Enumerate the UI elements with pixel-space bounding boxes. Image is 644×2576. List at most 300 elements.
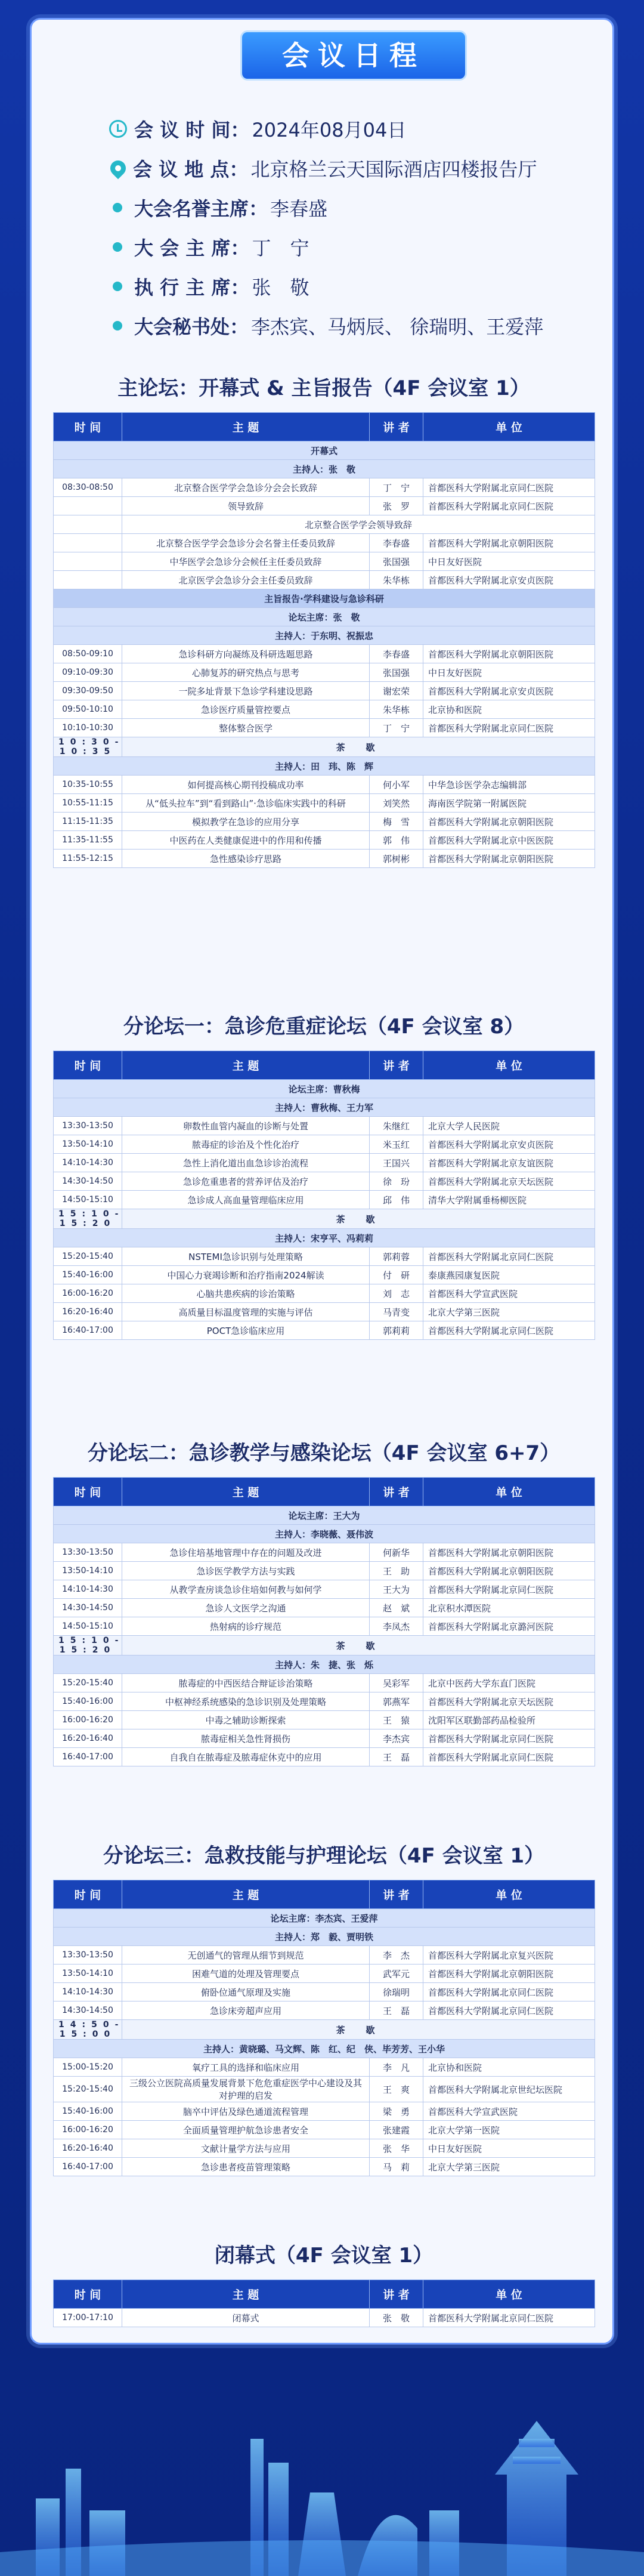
table-row [54, 1748, 595, 1766]
topic-cell: 全面质量管理护航急诊患者安全 [122, 2121, 370, 2139]
info-value: 张 敬 [252, 276, 309, 299]
unit-cell: 北京协和医院 [423, 700, 595, 719]
speaker-cell: 王 助 [370, 1562, 423, 1580]
table-band-cell: 论坛主席：曹秋梅 [54, 1080, 595, 1098]
unit-cell: 首都医科大学附属北京同仁医院 [423, 1580, 595, 1599]
column-header: 主 题 [122, 2280, 370, 2309]
dot-icon [113, 282, 122, 291]
table-row [54, 1117, 595, 1135]
section-title: 分论坛二：急诊教学与感染论坛（4F 会议室 6+7） [87, 1441, 561, 1465]
time-cell: 09:10-09:30 [54, 663, 122, 682]
info-row [109, 149, 634, 188]
table-row [54, 1191, 595, 1209]
info-label: 执 行 主 席： [134, 276, 250, 299]
column-header: 时 间 [54, 1478, 122, 1506]
unit-cell: 首都医科大学宣武医院 [423, 1284, 595, 1303]
info-row [109, 227, 634, 267]
table-row [54, 1674, 595, 1692]
table-band-cell: 主持人：朱 捷、张 烁 [54, 1655, 595, 1674]
break-cell: 茶 歇 [122, 1636, 595, 1655]
table-row [54, 794, 595, 813]
unit-cell: 中日友好医院 [423, 552, 595, 571]
page-title: 会议日程 [240, 30, 467, 81]
time-cell: 10:30-10:35 [54, 737, 122, 757]
time-cell [54, 497, 122, 515]
table-row [54, 534, 595, 552]
speaker-cell: 郭燕军 [370, 1692, 423, 1711]
topic-cell: 北京医学会急诊分会主任委员致辞 [122, 571, 370, 589]
time-cell: 15:40-16:00 [54, 1266, 122, 1284]
topic-cell: 中国心力衰竭诊断和治疗指南2024解读 [122, 1266, 370, 1284]
table-row [54, 2002, 595, 2020]
speaker-cell: 张国强 [370, 552, 423, 571]
time-cell: 13:30-13:50 [54, 1117, 122, 1135]
time-cell: 16:20-16:40 [54, 1729, 122, 1748]
table-band-cell: 主持人：黄晓璐、马文辉、陈 红、纪 侠、毕芳芳、王小华 [54, 2040, 595, 2058]
time-cell: 14:30-14:50 [54, 1599, 122, 1617]
table-row [54, 700, 595, 719]
location-pin-icon [107, 157, 129, 180]
time-cell: 15:10-15:20 [54, 1209, 122, 1229]
speaker-cell: 李春盛 [370, 534, 423, 552]
topic-cell: 闭幕式 [122, 2309, 370, 2327]
time-cell: 10:55-11:15 [54, 794, 122, 813]
time-cell: 14:50-15:00 [54, 2020, 122, 2040]
topic-cell: 整体整合医学 [122, 719, 370, 737]
table-row [54, 1543, 595, 1562]
unit-cell: 首都医科大学附属北京同仁医院 [423, 1729, 595, 1748]
unit-cell: 首都医科大学附属北京同仁医院 [423, 719, 595, 737]
topic-cell: 脓毒症的诊治及个性化治疗 [122, 1135, 370, 1154]
speaker-cell: 张 罗 [370, 497, 423, 515]
time-cell: 13:50-14:10 [54, 1135, 122, 1154]
unit-cell: 首都医科大学附属北京朝阳医院 [423, 645, 595, 663]
speaker-cell: 何新华 [370, 1543, 423, 1562]
table-row [54, 1080, 595, 1098]
time-cell: 15:00-15:20 [54, 2058, 122, 2077]
time-cell: 14:30-14:50 [54, 2002, 122, 2020]
topic-cell: 脓毒症的中西医结合辩证诊治策略 [122, 1674, 370, 1692]
table-row [54, 2102, 595, 2121]
time-cell: 16:40-17:00 [54, 1748, 122, 1766]
topic-cell: 领导致辞 [122, 497, 370, 515]
time-cell: 14:50-15:10 [54, 1617, 122, 1636]
table-band-cell: 主持人：李晓薇、聂伟波 [54, 1525, 595, 1543]
speaker-cell: 马青变 [370, 1303, 423, 1321]
time-cell: 16:20-16:40 [54, 2139, 122, 2158]
speaker-cell: 李春盛 [370, 645, 423, 663]
topic-cell: 中医药在人类健康促进中的作用和传播 [122, 831, 370, 850]
topic-cell: 急性上消化道出血急诊诊治流程 [122, 1154, 370, 1172]
speaker-cell: 李杰宾 [370, 1729, 423, 1748]
speaker-cell: 王大为 [370, 1580, 423, 1599]
speaker-cell: 朱继红 [370, 1117, 423, 1135]
table-row [54, 460, 595, 478]
time-cell: 14:10-14:30 [54, 1580, 122, 1599]
unit-cell: 首都医科大学附属北京潞河医院 [423, 1617, 595, 1636]
column-header: 单 位 [423, 1880, 595, 1909]
table-row [54, 1321, 595, 1340]
info-label: 大会秘书处： [134, 316, 249, 338]
speaker-cell: 何小军 [370, 776, 423, 794]
table-row [54, 663, 595, 682]
topic-cell: 一院多址背景下急诊学科建设思路 [122, 682, 370, 700]
column-header: 讲 者 [370, 1051, 423, 1080]
schedule-table [53, 1880, 595, 2176]
city-skyline-illustration [0, 2349, 644, 2576]
table-row [54, 1135, 595, 1154]
table-band-cell: 论坛主席：王大为 [54, 1506, 595, 1525]
time-cell: 16:00-16:20 [54, 1284, 122, 1303]
break-cell: 茶 歇 [122, 1209, 595, 1229]
schedule-table [53, 412, 595, 868]
table-band-cell: 论坛主席：李杰宾、王爱萍 [54, 1909, 595, 1928]
table-row [54, 1909, 595, 1928]
meeting-info [109, 109, 634, 345]
table-row [54, 1562, 595, 1580]
time-cell: 17:00-17:10 [54, 2309, 122, 2327]
topic-cell: 高质量目标温度管理的实施与评估 [122, 1303, 370, 1321]
time-cell: 15:10-15:20 [54, 1636, 122, 1655]
section-title: 闭幕式（4F 会议室 1） [214, 2244, 434, 2268]
topic-cell: POCT急诊临床应用 [122, 1321, 370, 1340]
break-cell: 茶 歇 [122, 737, 595, 757]
speaker-cell: 郭莉莉 [370, 1321, 423, 1340]
table-band-cell: 论坛主席：张 敬 [54, 608, 595, 626]
unit-cell: 首都医科大学附属北京同仁医院 [423, 1983, 595, 2002]
column-header: 单 位 [423, 1051, 595, 1080]
speaker-cell: 李 凡 [370, 2058, 423, 2077]
table-row [54, 1154, 595, 1172]
topic-cell: 文献计量学方法与应用 [122, 2139, 370, 2158]
topic-cell: 心脑共患疾病的诊治策略 [122, 1284, 370, 1303]
column-header: 讲 者 [370, 2280, 423, 2309]
column-header: 主 题 [122, 1880, 370, 1909]
unit-cell: 首都医科大学附属北京安贞医院 [423, 682, 595, 700]
unit-cell: 首都医科大学附属北京朝阳医院 [423, 1543, 595, 1562]
topic-cell: 北京整合医学学会急诊分会会长致辞 [122, 478, 370, 497]
topic-cell: 从教学查房谈急诊住培如何教与如何学 [122, 1580, 370, 1599]
column-header: 主 题 [122, 1051, 370, 1080]
speaker-cell: 丁 宁 [370, 478, 423, 497]
unit-cell: 泰康燕园康复医院 [423, 1266, 595, 1284]
speaker-cell: 吴彩军 [370, 1674, 423, 1692]
topic-cell: 北京整合医学学会领导致辞 [122, 515, 595, 534]
unit-cell: 首都医科大学附属北京朝阳医院 [423, 534, 595, 552]
unit-cell: 首都医科大学附属北京同仁医院 [423, 1321, 595, 1340]
column-header: 讲 者 [370, 1478, 423, 1506]
table-band-cell: 主持人：郑 毅、贾明铁 [54, 1928, 595, 1946]
topic-cell: 热射病的诊疗规范 [122, 1617, 370, 1636]
unit-cell: 北京中医药大学东直门医院 [423, 1674, 595, 1692]
speaker-cell: 刘 志 [370, 1284, 423, 1303]
unit-cell: 首都医科大学附属北京朝阳医院 [423, 1965, 595, 1983]
speaker-cell: 郭 伟 [370, 831, 423, 850]
topic-cell: 自我自在脓毒症及脓毒症休克中的应用 [122, 1748, 370, 1766]
unit-cell: 中华急诊医学杂志编辑部 [423, 776, 595, 794]
table-row [54, 1247, 595, 1266]
table-row [54, 2139, 595, 2158]
time-cell: 16:40-17:00 [54, 2158, 122, 2176]
column-header: 讲 者 [370, 413, 423, 441]
speaker-cell: 刘笑然 [370, 794, 423, 813]
time-cell: 15:20-15:40 [54, 2077, 122, 2102]
speaker-cell: 朱华栋 [370, 571, 423, 589]
topic-cell: 脓毒症相关急性肾损伤 [122, 1729, 370, 1748]
speaker-cell: 邱 伟 [370, 1191, 423, 1209]
column-header: 时 间 [54, 2280, 122, 2309]
table-row [54, 1266, 595, 1284]
table-row [54, 497, 595, 515]
unit-cell: 北京大学第三医院 [423, 1303, 595, 1321]
table-row [54, 719, 595, 737]
table-row [54, 1729, 595, 1748]
speaker-cell: 丁 宁 [370, 719, 423, 737]
dot-icon [113, 242, 122, 252]
time-cell: 10:10-10:30 [54, 719, 122, 737]
table-row [54, 1965, 595, 1983]
time-cell: 08:50-09:10 [54, 645, 122, 663]
table-row [54, 1655, 595, 1674]
speaker-cell: 马 莉 [370, 2158, 423, 2176]
speaker-cell: 徐瑞明 [370, 1983, 423, 2002]
speaker-cell: 王 磊 [370, 2002, 423, 2020]
topic-cell: 中毒之辅助诊断探索 [122, 1711, 370, 1729]
speaker-cell: 米玉红 [370, 1135, 423, 1154]
table-row [54, 2058, 595, 2077]
info-value: 李春盛 [270, 197, 328, 220]
topic-cell: 急性感染诊疗思路 [122, 850, 370, 868]
table-row [54, 1636, 595, 1655]
time-cell: 16:20-16:40 [54, 1303, 122, 1321]
speaker-cell: 徐 玢 [370, 1172, 423, 1191]
table-row [54, 1580, 595, 1599]
table-row [54, 645, 595, 663]
speaker-cell: 张 敬 [370, 2309, 423, 2327]
time-cell: 13:50-14:10 [54, 1562, 122, 1580]
unit-cell: 海南医学院第一附属医院 [423, 794, 595, 813]
table-row [54, 2158, 595, 2176]
info-label: 大会名誉主席： [134, 197, 268, 220]
column-header: 单 位 [423, 413, 595, 441]
unit-cell: 首都医科大学附属北京同仁医院 [423, 478, 595, 497]
speaker-cell: 王 爽 [370, 2077, 423, 2102]
unit-cell: 首都医科大学附属北京友谊医院 [423, 1154, 595, 1172]
speaker-cell: 赵 斌 [370, 1599, 423, 1617]
table-row [54, 737, 595, 757]
unit-cell: 首都医科大学附属北京复兴医院 [423, 1946, 595, 1965]
table-row [54, 1303, 595, 1321]
schedule-table [53, 1051, 595, 1340]
unit-cell: 首都医科大学附属北京天坛医院 [423, 1172, 595, 1191]
table-band-cell: 开幕式 [54, 441, 595, 460]
unit-cell: 首都医科大学附属北京世纪坛医院 [423, 2077, 595, 2102]
table-row [54, 1617, 595, 1636]
unit-cell: 首都医科大学附属北京同仁医院 [423, 497, 595, 515]
time-cell: 11:15-11:35 [54, 813, 122, 831]
speaker-cell: 梁 勇 [370, 2102, 423, 2121]
table-row [54, 1229, 595, 1247]
schedule-card [30, 18, 614, 2345]
time-cell: 13:30-13:50 [54, 1543, 122, 1562]
info-value: 北京格兰云天国际酒店四楼报告厅 [250, 158, 537, 181]
info-label: 大 会 主 席： [134, 237, 250, 260]
info-value: 2024年08月04日 [252, 119, 407, 141]
schedule-table [53, 2280, 595, 2327]
unit-cell: 北京大学人民医院 [423, 1117, 595, 1135]
table-row [54, 608, 595, 626]
table-band-cell: 主持人：张 敬 [54, 460, 595, 478]
break-cell: 茶 歇 [122, 2020, 595, 2040]
topic-cell: 脑卒中评估及绿色通道流程管理 [122, 2102, 370, 2121]
unit-cell: 首都医科大学附属北京同仁医院 [423, 1247, 595, 1266]
table-row [54, 1098, 595, 1117]
topic-cell: 俯卧位通气原理及实施 [122, 1983, 370, 2002]
info-value: 李杰宾、马炳辰、 徐瑞明、王爱萍 [251, 316, 544, 338]
section-title: 分论坛一：急诊危重症论坛（4F 会议室 8） [123, 1015, 525, 1039]
topic-cell: 急诊医学教学方法与实践 [122, 1562, 370, 1580]
time-cell: 09:50-10:10 [54, 700, 122, 719]
unit-cell: 首都医科大学附属北京安贞医院 [423, 571, 595, 589]
table-band-cell: 主持人：宋亨平、冯莉莉 [54, 1229, 595, 1247]
table-row [54, 441, 595, 460]
table-band-cell: 主持人：曹秋梅、王力军 [54, 1098, 595, 1117]
time-cell: 13:30-13:50 [54, 1946, 122, 1965]
unit-cell: 北京协和医院 [423, 2058, 595, 2077]
time-cell [54, 571, 122, 589]
topic-cell: 中枢神经系统感染的急诊识别及处理策略 [122, 1692, 370, 1711]
table-row [54, 1284, 595, 1303]
info-row [109, 267, 634, 306]
table-row [54, 682, 595, 700]
speaker-cell: 王 磊 [370, 1748, 423, 1766]
time-cell: 15:40-16:00 [54, 2102, 122, 2121]
unit-cell: 沈阳军区联勤部药品检验所 [423, 1711, 595, 1729]
topic-cell: 急诊人文医学之沟通 [122, 1599, 370, 1617]
topic-cell: 无创通气的管理从细节到规范 [122, 1946, 370, 1965]
schedule-table [53, 1477, 595, 1766]
time-cell: 16:40-17:00 [54, 1321, 122, 1340]
time-cell: 09:30-09:50 [54, 682, 122, 700]
topic-cell: 氧疗工具的选择和临床应用 [122, 2058, 370, 2077]
table-row [54, 1928, 595, 1946]
table-row [54, 2077, 595, 2102]
topic-cell: 急诊住培基地管理中存在的问题及改进 [122, 1543, 370, 1562]
column-header: 时 间 [54, 1880, 122, 1909]
table-row [54, 1692, 595, 1711]
table-row [54, 2020, 595, 2040]
unit-cell: 首都医科大学附属北京安贞医院 [423, 1135, 595, 1154]
info-row [109, 188, 634, 227]
table-row [54, 1983, 595, 2002]
topic-cell: 北京整合医学学会急诊分会名誉主任委员致辞 [122, 534, 370, 552]
column-header: 讲 者 [370, 1880, 423, 1909]
speaker-cell: 朱华栋 [370, 700, 423, 719]
info-row [109, 109, 634, 149]
dot-icon [113, 321, 122, 331]
time-cell: 14:10-14:30 [54, 1154, 122, 1172]
time-cell: 16:00-16:20 [54, 2121, 122, 2139]
topic-cell: 如何提高核心期刊投稿成功率 [122, 776, 370, 794]
time-cell [54, 534, 122, 552]
column-header: 单 位 [423, 1478, 595, 1506]
unit-cell: 首都医科大学附属北京同仁医院 [423, 2309, 595, 2327]
table-row [54, 478, 595, 497]
speaker-cell: 郭树彬 [370, 850, 423, 868]
table-row [54, 552, 595, 571]
time-cell: 13:50-14:10 [54, 1965, 122, 1983]
unit-cell: 首都医科大学附属北京中医医院 [423, 831, 595, 850]
topic-cell: 卵数性血管内凝血的诊断与处置 [122, 1117, 370, 1135]
table-row [54, 850, 595, 868]
section-title: 分论坛三：急救技能与护理论坛（4F 会议室 1） [103, 1844, 545, 1868]
table-row [54, 2040, 595, 2058]
unit-cell: 中日友好医院 [423, 663, 595, 682]
time-cell: 15:20-15:40 [54, 1247, 122, 1266]
table-row [54, 1209, 595, 1229]
table-row [54, 1946, 595, 1965]
time-cell: 15:40-16:00 [54, 1692, 122, 1711]
table-row [54, 515, 595, 534]
time-cell: 11:55-12:15 [54, 850, 122, 868]
info-label: 会 议 地 点： [133, 158, 249, 181]
table-row [54, 1525, 595, 1543]
speaker-cell: 王国兴 [370, 1154, 423, 1172]
table-band-cell: 主旨报告·学科建设与急诊科研 [54, 589, 595, 608]
speaker-cell: 张国强 [370, 663, 423, 682]
column-header: 主 题 [122, 1478, 370, 1506]
speaker-cell: 李凤杰 [370, 1617, 423, 1636]
table-row [54, 757, 595, 776]
section-title: 主论坛：开幕式 & 主旨报告（4F 会议室 1） [117, 376, 530, 400]
dot-icon [113, 203, 122, 212]
speaker-cell: 郭莉蓉 [370, 1247, 423, 1266]
speaker-cell: 王 猿 [370, 1711, 423, 1729]
time-cell: 14:30-14:50 [54, 1172, 122, 1191]
column-header: 主 题 [122, 413, 370, 441]
speaker-cell: 张建霞 [370, 2121, 423, 2139]
table-row [54, 1711, 595, 1729]
unit-cell: 清华大学附属垂杨柳医院 [423, 1191, 595, 1209]
speaker-cell: 付 研 [370, 1266, 423, 1284]
table-row [54, 776, 595, 794]
table-row [54, 1506, 595, 1525]
unit-cell: 北京大学第三医院 [423, 2158, 595, 2176]
table-row [54, 2121, 595, 2139]
topic-cell: NSTEMI急诊识别与处理策略 [122, 1247, 370, 1266]
table-row [54, 589, 595, 608]
unit-cell: 首都医科大学附属北京同仁医院 [423, 2002, 595, 2020]
column-header: 时 间 [54, 1051, 122, 1080]
column-header: 时 间 [54, 413, 122, 441]
unit-cell: 首都医科大学附属北京朝阳医院 [423, 850, 595, 868]
table-row [54, 1172, 595, 1191]
unit-cell: 中日友好医院 [423, 2139, 595, 2158]
table-row [54, 2309, 595, 2327]
table-band-cell: 主持人：于东明、祝振忠 [54, 626, 595, 645]
time-cell [54, 552, 122, 571]
table-row [54, 571, 595, 589]
topic-cell: 心肺复苏的研究热点与思考 [122, 663, 370, 682]
time-cell: 11:35-11:55 [54, 831, 122, 850]
unit-cell: 首都医科大学附属北京朝阳医院 [423, 813, 595, 831]
topic-cell: 从“低头拉车”到“看到路山”·急诊临床实践中的科研 [122, 794, 370, 813]
topic-cell: 急诊医疗质量管控要点 [122, 700, 370, 719]
unit-cell: 北京大学第一医院 [423, 2121, 595, 2139]
unit-cell: 首都医科大学宣武医院 [423, 2102, 595, 2121]
speaker-cell: 李 杰 [370, 1946, 423, 1965]
table-row [54, 626, 595, 645]
